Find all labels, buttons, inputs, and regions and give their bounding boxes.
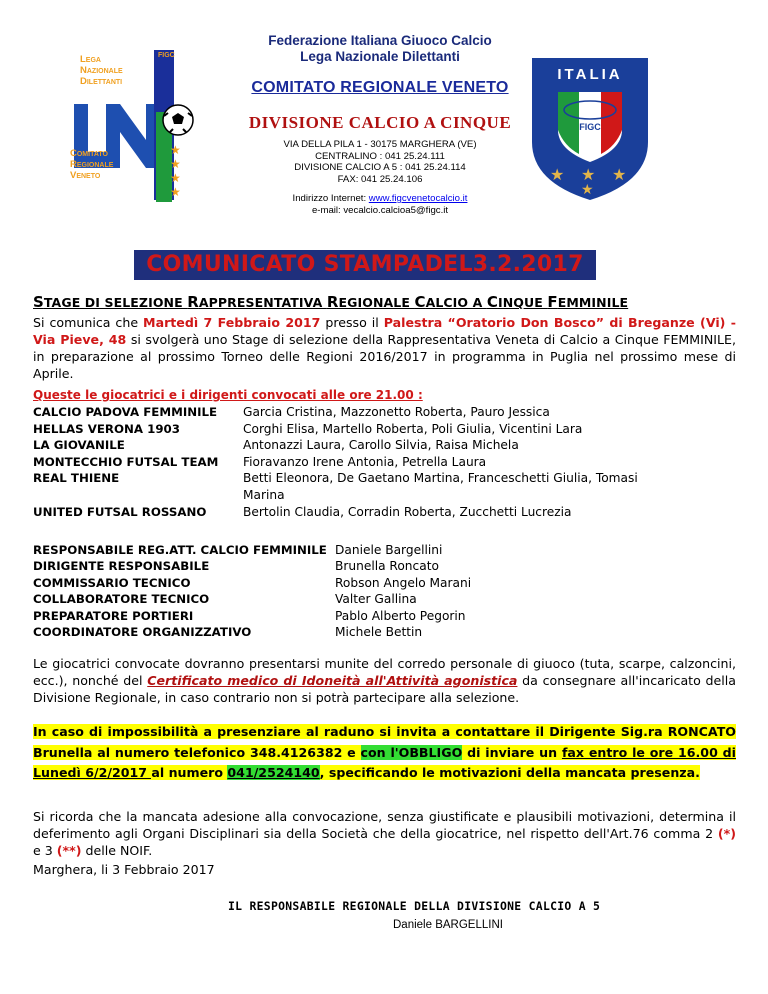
figc-vertical-text: FIGC: [158, 52, 175, 59]
convocati-heading: Queste le giocatrici e i dirigenti convocati alle ore 21.00 :: [33, 388, 423, 402]
svg-text:FIGC: FIGC: [579, 122, 601, 132]
svg-text:★: ★: [581, 165, 596, 184]
table-row: COMMISSARIO TECNICO Robson Angelo Marani: [33, 575, 472, 590]
table-row: RESPONSABILE REG.ATT. CALCIO FEMMINILE Daniele Bargellini: [33, 543, 443, 557]
table-row: CALCIO PADOVA FEMMINILE Garcia Cristina, Mazzonetto Roberta, Pauro Jessica: [33, 405, 550, 419]
league-name: Lega Nazionale Dilettanti: [300, 49, 460, 64]
table-row: COORDINATORE ORGANIZZATIVO Michele Bettin: [33, 625, 423, 640]
disciplinary-paragraph: Si ricorda che la mancata adesione alla convocazione, senza giustificate e plausibili motivazioni, determina il deferimento agli Organi Disciplinari sia della Società che della giocatrice, nel rispetto dell'Art.76 comma 2 (*) e 3 (**) delle NOIF.: [33, 809, 736, 858]
table-row: LA GIOVANILE Antonazzi Laura, Carollo Silvia, Raisa Michela: [33, 438, 519, 453]
svg-text:★: ★: [612, 165, 627, 184]
federation-name: Federazione Italiana Giuoco Calcio: [268, 33, 492, 48]
svg-text:★: ★: [170, 157, 181, 171]
staff-table: [33, 542, 633, 640]
stage-venue: Palestra “Oratorio Don Bosco” di Breganze (Vi) - Via Pieve, 48: [33, 315, 736, 347]
website-link[interactable]: www.figcvenetocalcio.it: [368, 193, 468, 204]
letterhead: [210, 33, 550, 216]
press-release-title: COMUNICATO STAMPADEL3.2.2017: [134, 250, 596, 280]
intro-paragraph: Si comunica che Martedì 7 Febbraio 2017 presso il Palestra “Oratorio Don Bosco” di Breganze (Vi) - Via Pieve, 48 si svolgerà uno Stage di selezione della Rappresentativa Veneta di Calcio a Cinque FEMMINILE, in preparazione al prossimo Torneo delle Regioni 2016/2017 in programma in Puglia nel prossimo mese di Aprile.: [33, 315, 736, 381]
equipment-paragraph: Le giocatrici convocate dovranno presentarsi munite del corredo personale di giuoco (tuta, scarpe, calzoncini, ecc.), nonché del Certificato medico di Idoneità all'Attività agonistica da consegnare all'incaricato della Divisione Regionale, in caso contrario non si potrà partecipare alla selezione.: [33, 656, 736, 705]
lnd-logo-caption-bottom: Comitato Regionale Veneto: [70, 148, 114, 181]
signature-title: IL RESPONSABILE REGIONALE DELLA DIVISIONE CALCIO A 5: [228, 899, 601, 913]
table-row: COLLABORATORE TECNICO Valter Gallina: [33, 592, 417, 607]
signature-name: Daniele BARGELLINI: [393, 919, 503, 931]
stage-date: Martedì 7 Febbraio 2017: [143, 315, 321, 330]
svg-text:★: ★: [170, 185, 181, 199]
table-row: UNITED FUTSAL ROSSANO Bertolin Claudia, Corradin Roberta, Zucchetti Lucrezia: [33, 504, 572, 519]
date-place: Marghera, li 3 Febbraio 2017: [33, 862, 215, 877]
svg-text:★: ★: [170, 143, 181, 157]
svg-text:★: ★: [581, 182, 594, 198]
teams-table: [33, 404, 733, 520]
stage-title: STAGE DI SELEZIONE RAPPRESENTATIVA REGIONALE CALCIO A CINQUE FEMMINILE: [33, 293, 629, 311]
figc-logo: [528, 58, 652, 200]
contact-block: Indirizzo Internet: www.figcvenetocalcio.it e-mail: vecalcio.calcioa5@figc.it: [210, 193, 550, 216]
comitato-name: COMITATO REGIONALE VENETO: [251, 79, 509, 96]
svg-text:★: ★: [550, 165, 565, 184]
table-row: HELLAS VERONA 1903 Corghi Elisa, Martello Roberta, Poli Giulia, Vicentini Lara: [33, 421, 583, 436]
table-row: PREPARATORE PORTIERI Pablo Alberto Pegorin: [33, 608, 466, 623]
email-text: e-mail: vecalcio.calcioa5@figc.it: [311, 204, 449, 216]
svg-text:★: ★: [170, 171, 181, 185]
fax-number: 041/2524140: [227, 765, 320, 780]
lnd-logo-caption-top: Lega Nazionale Dilettanti: [80, 54, 123, 87]
divisione-name: DIVISIONE CALCIO A CINQUE: [248, 113, 512, 132]
table-row: REAL THIENE Betti Eleonora, De Gaetano Martina, Franceschetti Giulia, Tomasi Marina: [33, 471, 638, 502]
address-block: VIA DELLA PILA 1 - 30175 MARGHERA (VE) CENTRALINO : 041 25.24.111 DIVISIONE CALCIO A 5 : 041 25.24.114 FAX: 041 25.24.106: [283, 139, 477, 185]
absence-paragraph: In caso di impossibilità a presenziare al raduno si invita a contattare il Dirigente Sig.ra RONCATO Brunella al numero telefonico 348.4126382 e con l'OBBLIGO di inviare un fax entro le ore 16.00 di Lunedì 6/2/2017 al numero 041/2524140, specificando le motivazioni della mancata presenza.: [33, 724, 736, 780]
svg-text:ITALIA: ITALIA: [557, 66, 623, 83]
table-row: DIRIGENTE RESPONSABILE Brunella Roncato: [33, 559, 439, 574]
medical-certificate: Certificato medico di Idoneità all'Attività agonistica: [147, 673, 518, 688]
table-row: MONTECCHIO FUTSAL TEAM Fioravanzo Irene Antonia, Petrella Laura: [33, 454, 487, 469]
